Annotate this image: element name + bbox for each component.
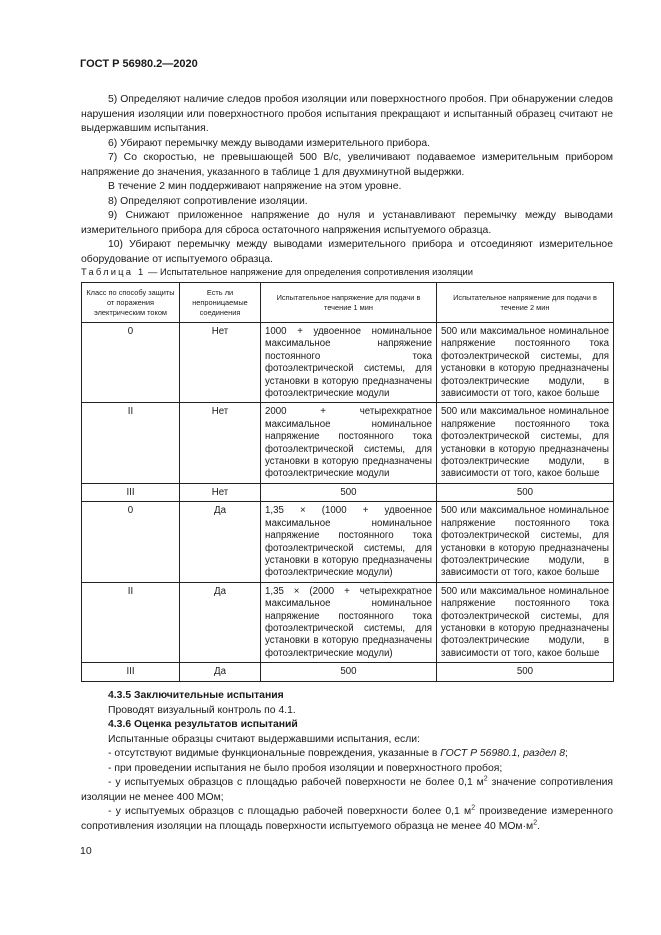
table-cell: Да (180, 663, 261, 681)
page-number: 10 (80, 845, 92, 857)
step-paragraph: 7) Со скоростью, не превышающей 500 В/с, увеличивают подаваемое измерительным прибором напряжение до значения, указанного в таблице 1 для двухминутной выдержки. (81, 152, 613, 178)
header-cell: Класс по способу защиты от поражения электрическим током (82, 283, 180, 323)
criterion-text: - у испытуемых образцов с площадью рабочей поверхности не более 0,1 м (108, 777, 484, 788)
criterion-text: ; (564, 748, 568, 759)
table-row (82, 403, 614, 483)
criterion-item (81, 776, 613, 805)
table-caption-text: — Испытательное напряжение для определения сопротивления изоляции (145, 266, 473, 277)
table-cell: 500 (437, 663, 614, 681)
step-paragraph: 10) Убирают перемычку между выводами измерительного прибора и отсоединяют измерительное оборудование от испытуемого образца. (81, 239, 613, 265)
procedure-steps (81, 93, 613, 267)
criterion-item (81, 805, 613, 834)
table-cell: 0 (82, 502, 180, 582)
table-cell: 2000 + четырехкратное максимальное номинальное напряжение постоянного тока фотоэлектрической системы, для установки в которую предназначены фотоэлектрические модули (261, 403, 437, 483)
table-cell: 1,35 × (1000 + удвоенное максимальное номинальное напряжение постоянного тока фотоэлектрической системы, для установки в которую предназначены фотоэлектрические модули) (261, 502, 437, 582)
step-paragraph: 5) Определяют наличие следов пробоя изоляции или поверхностного пробоя. При обнаружении следов нарушения изоляции или поверхностного пробоя испытания прекращают и испытанный образец считают не выдержавшим испытания. (81, 94, 613, 134)
table-header-row (82, 283, 614, 323)
step-paragraph: 9) Снижают приложенное напряжение до нуля и устанавливают перемычку между выводами измерительного прибора для сброса остаточного напряжения испытуемого образца. (81, 210, 613, 236)
criterion-item: - при проведении испытания не было пробоя изоляции и поверхностного пробоя; (108, 762, 503, 774)
results-section (81, 689, 613, 834)
table-caption (81, 266, 473, 277)
superscript: 2 (533, 819, 538, 827)
table-cell: Нет (180, 483, 261, 501)
table-cell: II (82, 582, 180, 662)
table-row (82, 582, 614, 662)
criterion-text: . (537, 820, 540, 832)
paragraph: Проводят визуальный контроль по 4.1. (108, 704, 296, 716)
criterion-text: - у испытуемых образцов с площадью рабочей поверхности более 0,1 м (108, 806, 472, 817)
step-paragraph: 8) Определяют сопротивление изоляции. (108, 195, 308, 207)
criterion-text: произведение измеренного сопротивления изоляции на площадь поверхности испытуемого образца не менее 40 МОм·м (81, 806, 613, 832)
table-row (82, 663, 614, 681)
criterion-item (81, 747, 613, 762)
table-cell: 500 или максимальное номинальное напряжение постоянного тока фотоэлектрической системы, для установки в которую предназначены фотоэлектрические модули, в зависимости от того, какое больше (437, 582, 614, 662)
voltage-table (81, 282, 614, 682)
table-cell: 500 или максимальное номинальное напряжение постоянного тока фотоэлектрической системы, для установки в которую предназначены фотоэлектрические модули, в зависимости от того, какое больше (437, 403, 614, 483)
table-caption-label: Таблица 1 (81, 266, 146, 277)
table-cell: 1000 + удвоенное номинальное максимальное напряжение постоянного тока фотоэлектрической системы, для установки в которую предназначены фотоэлектрические модули (261, 323, 437, 403)
step-paragraph: 6) Убирают перемычку между выводами измерительного прибора. (108, 137, 431, 149)
table-cell: 500 (261, 663, 437, 681)
table-row (82, 502, 614, 582)
header-cell: Испытательное напряжение для подачи в течение 1 мин (261, 283, 437, 323)
table-cell: 500 или максимальное номинальное напряжение постоянного тока фотоэлектрической системы, для установки в которую предназначены фотоэлектрические модули, в зависимости от того, какое больше (437, 502, 614, 582)
doc-header: ГОСТ Р 56980.2—2020 (80, 58, 198, 70)
table-cell: II (82, 403, 180, 483)
table-row (82, 323, 614, 403)
section-heading: 4.3.5 Заключительные испытания (108, 690, 284, 701)
table-cell: Нет (180, 403, 261, 483)
table-cell: 500 или максимальное номинальное напряжение постоянного тока фотоэлектрической системы, для установки в которую предназначены фотоэлектрические модули, в зависимости от того, какое больше (437, 323, 614, 403)
criterion-text: - отсутствуют видимые функциональные повреждения, указанные в (108, 748, 441, 759)
header-cell: Испытательное напряжение для подачи в течение 2 мин (437, 283, 614, 323)
table-cell: Да (180, 582, 261, 662)
table-cell: 0 (82, 323, 180, 403)
table-cell: 1,35 × (2000 + четырехкратное максимальное номинальное напряжение постоянного тока фотоэлектрической системы, для установки в которую предназначены фотоэлектрические модули) (261, 582, 437, 662)
table-cell: 500 (437, 483, 614, 501)
table-cell: III (82, 663, 180, 681)
superscript: 2 (483, 775, 488, 783)
table-cell: Нет (180, 323, 261, 403)
criterion-text: значение сопротивления изоляции не менее 400 МОм; (81, 777, 613, 803)
table-cell: 500 (261, 483, 437, 501)
paragraph: Испытанные образцы считают выдержавшими испытания, если: (108, 733, 420, 745)
superscript: 2 (471, 804, 476, 812)
standard-reference: ГОСТ Р 56980.1, раздел 8 (440, 748, 565, 759)
table-cell: III (82, 483, 180, 501)
table-row (82, 483, 614, 501)
table-cell: Да (180, 502, 261, 582)
header-cell: Есть ли непроницаемые соединения (180, 283, 261, 323)
section-heading: 4.3.6 Оценка результатов испытаний (108, 719, 298, 730)
step-paragraph: В течение 2 мин поддерживают напряжение на этом уровне. (108, 181, 402, 192)
